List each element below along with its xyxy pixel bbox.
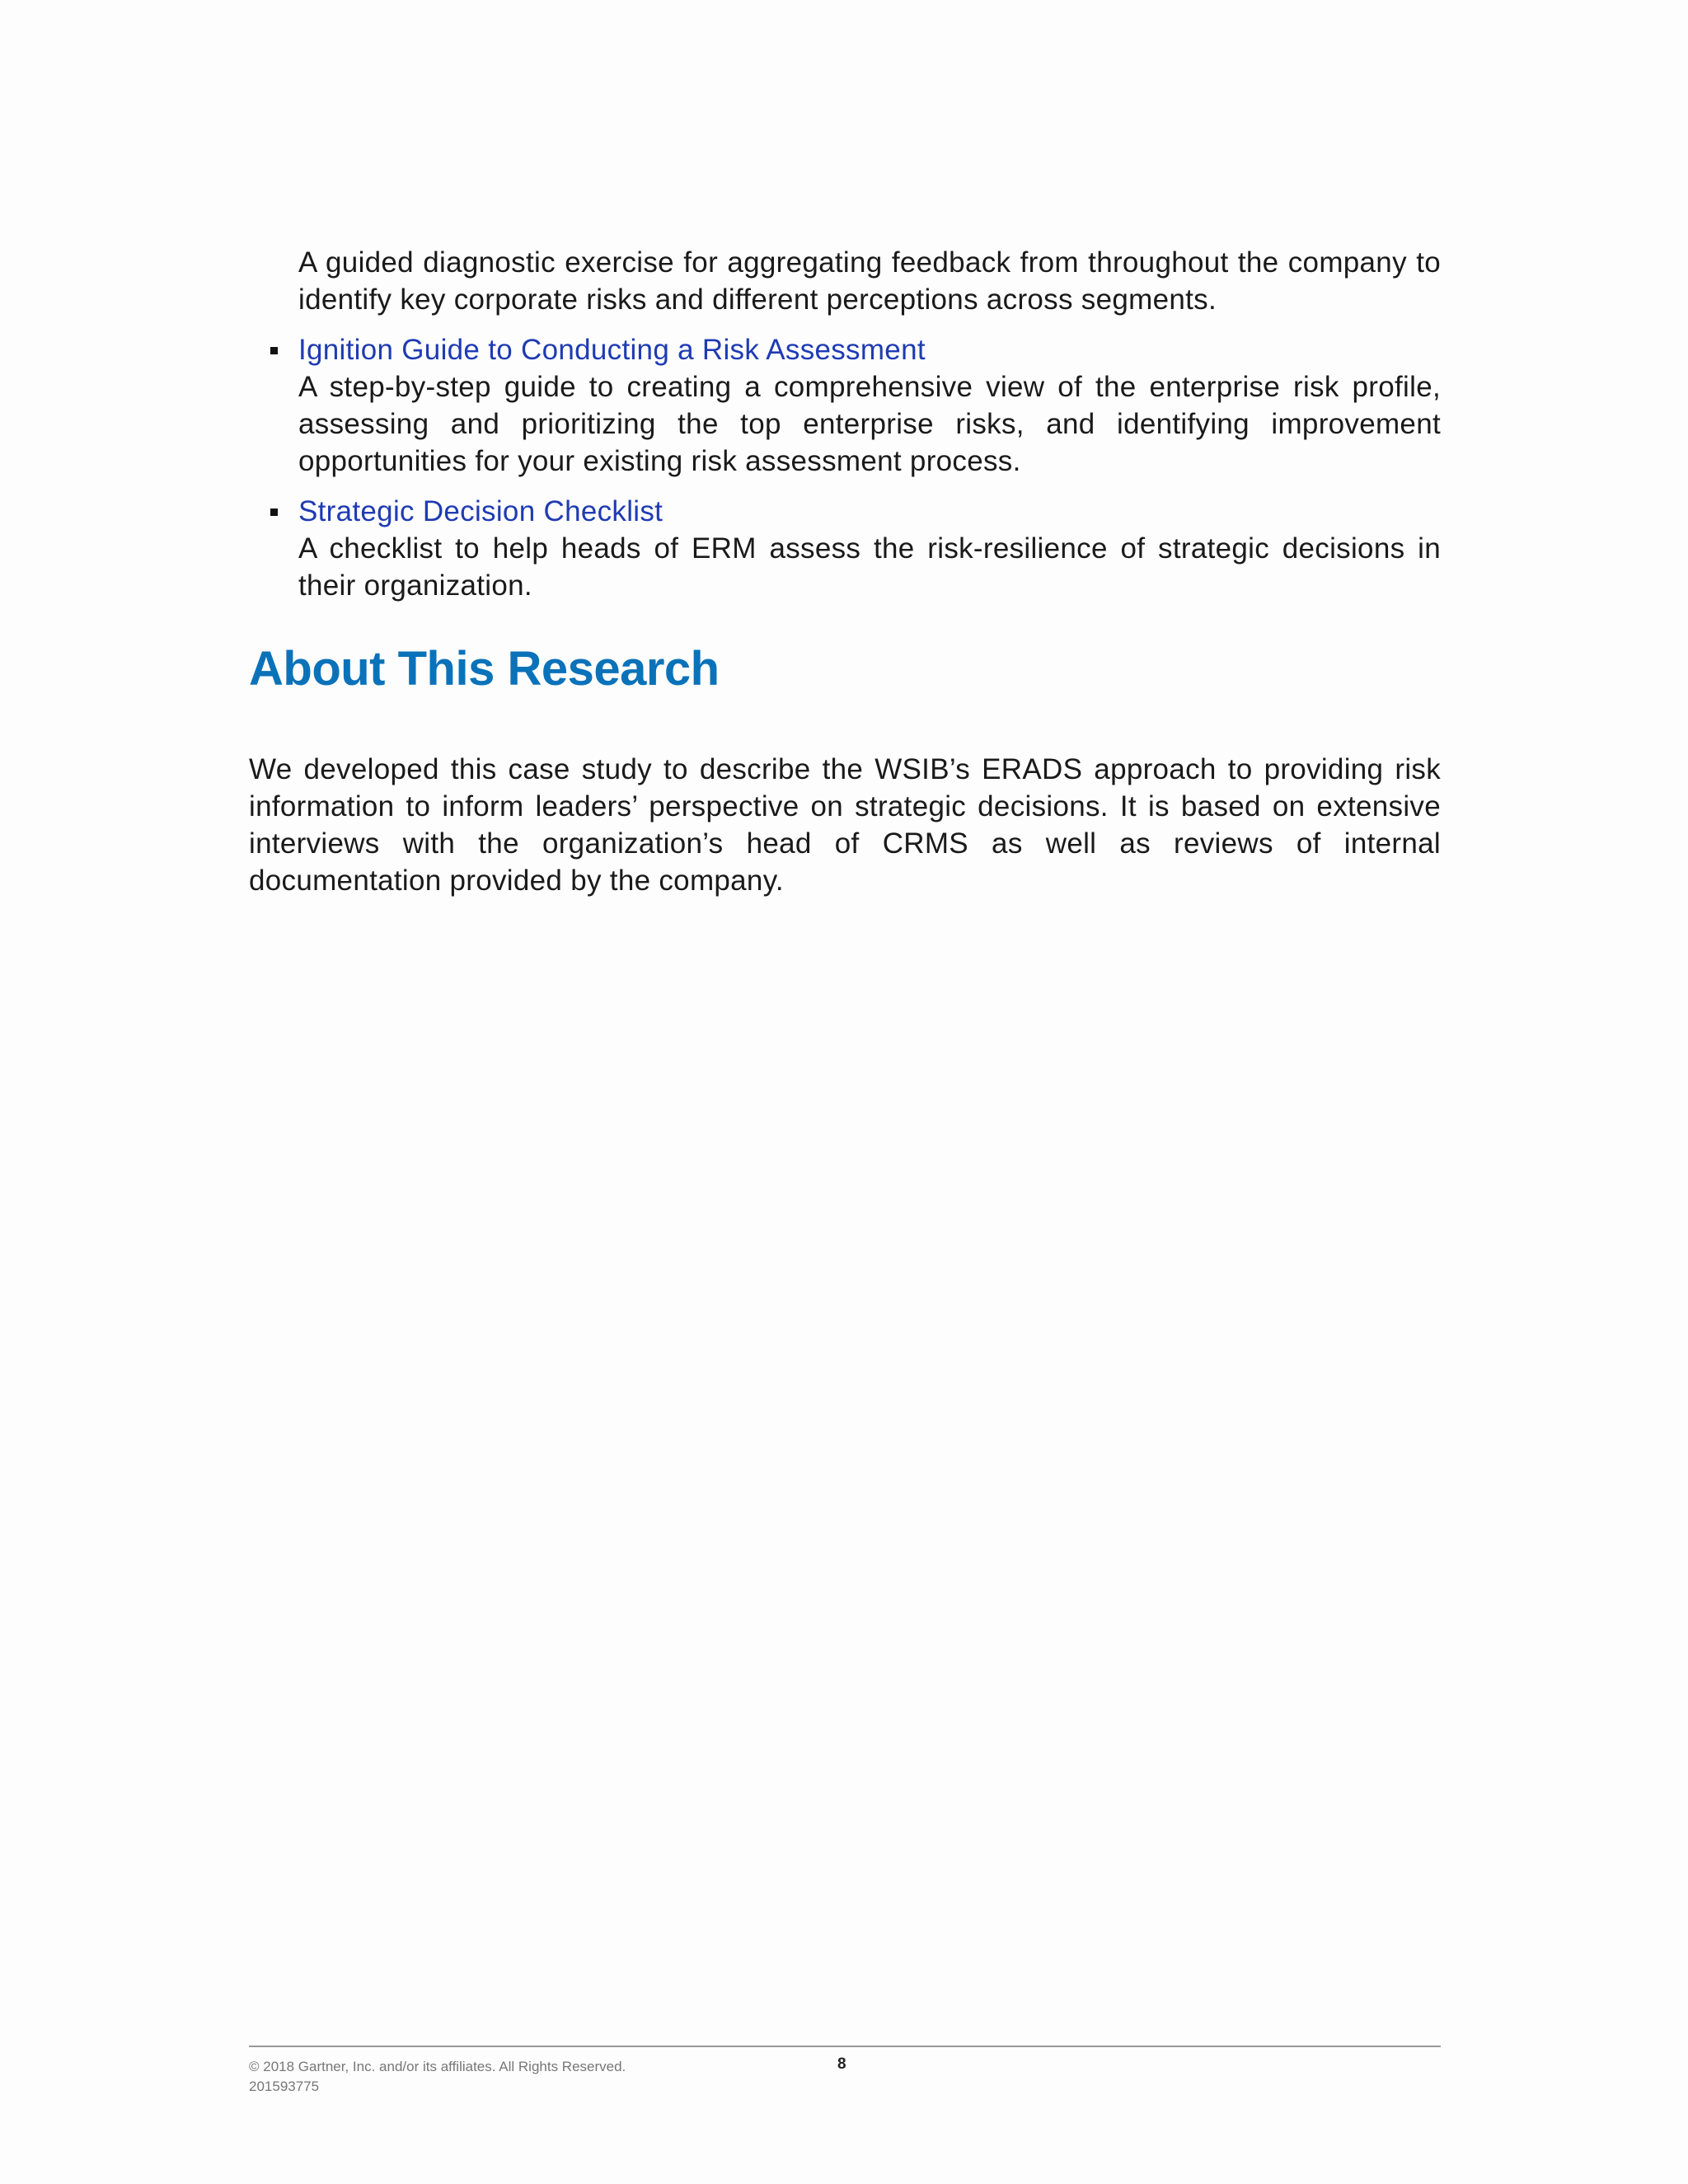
resource-list	[249, 331, 1441, 604]
resource-description: A step-by-step guide to creating a comprehensive view of the enterprise risk profile, assessing and prioritizing the top enterprise risks, and identifying improvement opportunities for your existing risk assessment process.	[298, 371, 1441, 477]
page-number: 8	[837, 2055, 846, 2073]
list-item	[249, 331, 1441, 480]
footer-doc-id: 201593775	[249, 2079, 320, 2094]
resource-link-risk-assessment-guide[interactable]: Ignition Guide to Conducting a Risk Assessment	[298, 334, 926, 366]
footer-legal	[249, 2057, 626, 2097]
section-body-paragraph: We developed this case study to describe the WSIB’s ERADS approach to providing risk information to inform leaders’ perspective on strategic decisions. It is based on extensive interviews with the organization’s head of CRMS as well as reviews of internal documentation provided by the company.	[249, 753, 1441, 897]
section-heading: About This Research	[249, 642, 720, 696]
list-item	[249, 493, 1441, 604]
square-bullet-icon	[270, 509, 278, 516]
resource-link-strategic-decision-checklist[interactable]: Strategic Decision Checklist	[298, 495, 663, 527]
footer-divider	[249, 2046, 1441, 2047]
square-bullet-icon	[270, 347, 278, 354]
resource-description-continued: A guided diagnostic exercise for aggregating feedback from throughout the company to identify key corporate risks and different perceptions across segments.	[298, 246, 1441, 316]
footer-copyright: © 2018 Gartner, Inc. and/or its affiliates. All Rights Reserved.	[249, 2059, 626, 2074]
page-content	[249, 244, 1441, 899]
resource-description: A checklist to help heads of ERM assess the risk-resilience of strategic decisions in their organization.	[298, 532, 1441, 602]
